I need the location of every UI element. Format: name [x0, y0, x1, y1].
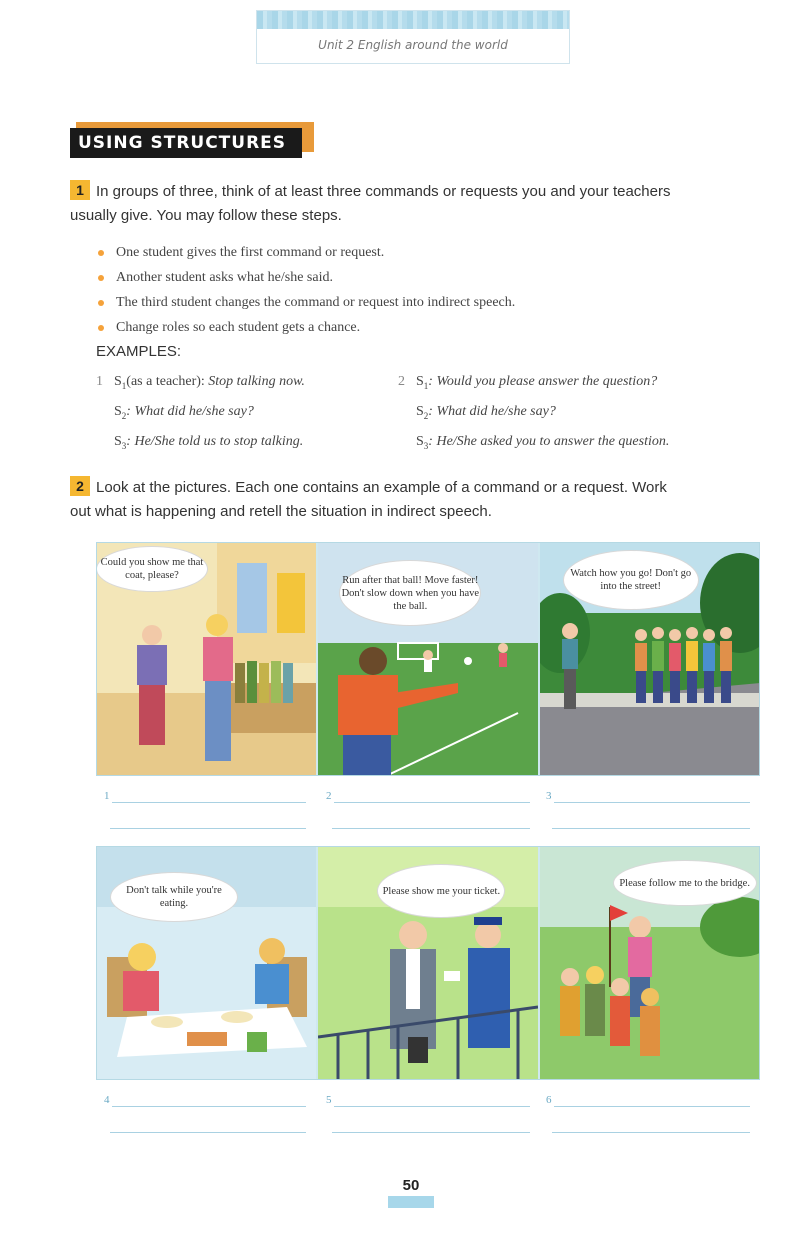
exercise-number-badge: 2: [70, 476, 90, 496]
example-line: : He/She told us to stop talking.: [126, 433, 304, 449]
unit-title: Unit 2 English around the world: [318, 38, 508, 52]
speaker-sub: 2: [423, 410, 429, 421]
example-line: : Would you please answer the question?: [428, 374, 658, 389]
answer-number: 3: [546, 790, 552, 802]
answer-line[interactable]: [552, 1132, 750, 1133]
answer-line[interactable]: [334, 802, 530, 803]
step-item: One student gives the first command or request.: [96, 240, 736, 265]
page-number-bar: [388, 1196, 434, 1208]
example-2-dialogue: [398, 369, 669, 458]
answer-line[interactable]: [332, 1132, 530, 1133]
answer-line[interactable]: [554, 1106, 750, 1107]
example-1-dialogue: [96, 369, 305, 458]
speaker-sub: 3: [121, 440, 127, 451]
answer-number: 5: [326, 1094, 332, 1106]
answer-number: 4: [104, 1094, 110, 1106]
speaker-label: S: [416, 403, 424, 419]
example-line: : He/She asked you to answer the question.: [428, 433, 670, 449]
step-item: Change roles so each student gets a chance.: [96, 315, 736, 340]
exercise-1-instruction: [70, 180, 760, 228]
exercise-number-badge: 1: [70, 180, 90, 200]
picture-5-ticket: [318, 847, 539, 1079]
speaker-label: S: [114, 374, 122, 389]
picture-row-2: [96, 846, 760, 1080]
speaker-label: S: [416, 374, 424, 389]
speaker-label: S: [114, 433, 122, 449]
instruction-line-1: In groups of three, think of at least three commands or requests you and your teachers: [96, 183, 671, 200]
step-item: Another student asks what he/she said.: [96, 265, 736, 290]
page-number-text: 50: [402, 1177, 420, 1194]
speech-bubble: Run after that ball! Move faster! Don't slow down when you have the ball.: [340, 561, 480, 625]
picture-2-football: [318, 543, 539, 775]
steps-list: [96, 240, 736, 340]
step-item: The third student changes the command or request into indirect speech.: [96, 290, 736, 315]
answer-line[interactable]: [112, 802, 306, 803]
answer-line[interactable]: [112, 1106, 306, 1107]
exercise-2-instruction: [70, 476, 760, 524]
page-number: [388, 1176, 434, 1210]
instruction-line-2: usually give. You may follow these steps.: [70, 207, 342, 224]
picture-3-street: [540, 543, 759, 775]
speech-bubble: Don't talk while you're eating.: [111, 873, 237, 921]
speaker-sub: 1: [121, 380, 127, 391]
answer-line[interactable]: [332, 828, 530, 829]
picture-1-shop: [97, 543, 318, 775]
speaker-role: (as a teacher):: [126, 374, 205, 389]
speaker-label: S: [416, 433, 424, 449]
speech-bubble: Please follow me to the bridge.: [614, 861, 756, 905]
answer-line[interactable]: [110, 828, 306, 829]
section-title: USING STRUCTURES: [70, 128, 302, 158]
example-line: : What did he/she say?: [126, 403, 254, 419]
unit-header: [256, 10, 570, 64]
instruction-line-1: Look at the pictures. Each one contains an example of a command or a request. Work: [96, 479, 667, 496]
header-decoration: [257, 11, 569, 29]
answer-number: 1: [104, 790, 110, 802]
picture-6-tour: [540, 847, 759, 1079]
example-number: 2: [398, 374, 405, 389]
speech-bubble: Could you show me that coat, please?: [97, 547, 207, 591]
answer-line[interactable]: [552, 828, 750, 829]
picture-row-1: [96, 542, 760, 776]
answer-line[interactable]: [334, 1106, 530, 1107]
examples-label: EXAMPLES:: [96, 343, 182, 360]
speech-bubble: Please show me your ticket.: [378, 865, 504, 917]
answer-line[interactable]: [554, 802, 750, 803]
speech-bubble: Watch how you go! Don't go into the street!: [564, 551, 698, 609]
speaker-sub: 1: [423, 380, 429, 391]
answer-number: 6: [546, 1094, 552, 1106]
answer-line[interactable]: [110, 1132, 306, 1133]
example-line: : What did he/she say?: [428, 403, 556, 419]
section-banner: [70, 122, 314, 158]
instruction-line-2: out what is happening and retell the situation in indirect speech.: [70, 503, 492, 520]
speaker-sub: 2: [121, 410, 127, 421]
speaker-sub: 3: [423, 440, 429, 451]
example-line: Stop talking now.: [208, 374, 305, 389]
example-number: 1: [96, 374, 103, 389]
speaker-label: S: [114, 403, 122, 419]
picture-4-eating: [97, 847, 318, 1079]
answer-number: 2: [326, 790, 332, 802]
